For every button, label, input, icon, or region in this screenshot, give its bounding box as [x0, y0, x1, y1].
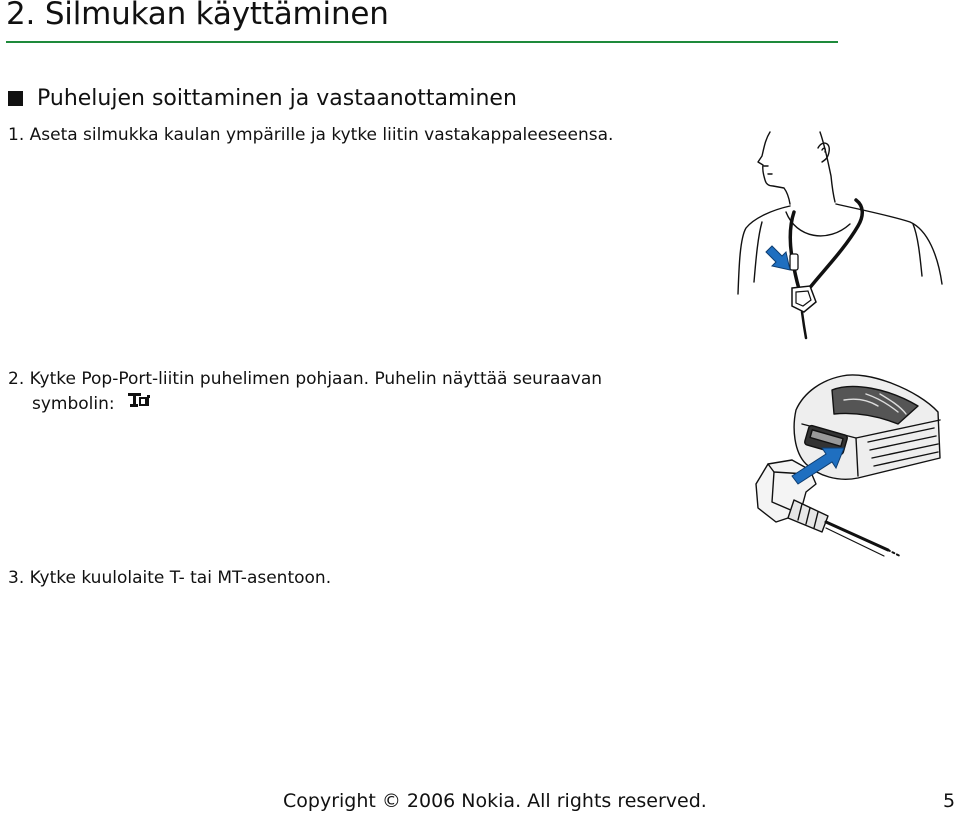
arrow-icon [766, 246, 790, 270]
step-2-line-1: 2. Kytke Pop-Port-liitin puhelimen pohjaan. Puhelin näyttää seuraavan [8, 369, 603, 389]
step-2-symbol-label: symbolin: [32, 393, 115, 414]
neck-loopset-illustration [732, 126, 947, 346]
chapter-title: 2. Silmukan käyttäminen [6, 0, 389, 32]
section-heading [8, 86, 517, 111]
section-heading-text: Puhelujen soittaminen ja vastaanottaminen [37, 86, 517, 111]
step-2 [8, 367, 648, 416]
loopset-t-icon [127, 391, 153, 416]
step-1: 1. Aseta silmukka kaulan ympärille ja kytke liitin vastakappaleeseensa. [8, 125, 614, 145]
bullet-square-icon [8, 91, 23, 106]
title-rule [6, 41, 838, 43]
footer-copyright: Copyright © 2006 Nokia. All rights reserved. [283, 790, 707, 812]
phone-connector-illustration [748, 372, 943, 562]
page-number: 5 [943, 790, 956, 812]
step-3: 3. Kytke kuulolaite T- tai MT-asentoon. [8, 568, 332, 588]
step-2-line-2 [8, 391, 648, 416]
